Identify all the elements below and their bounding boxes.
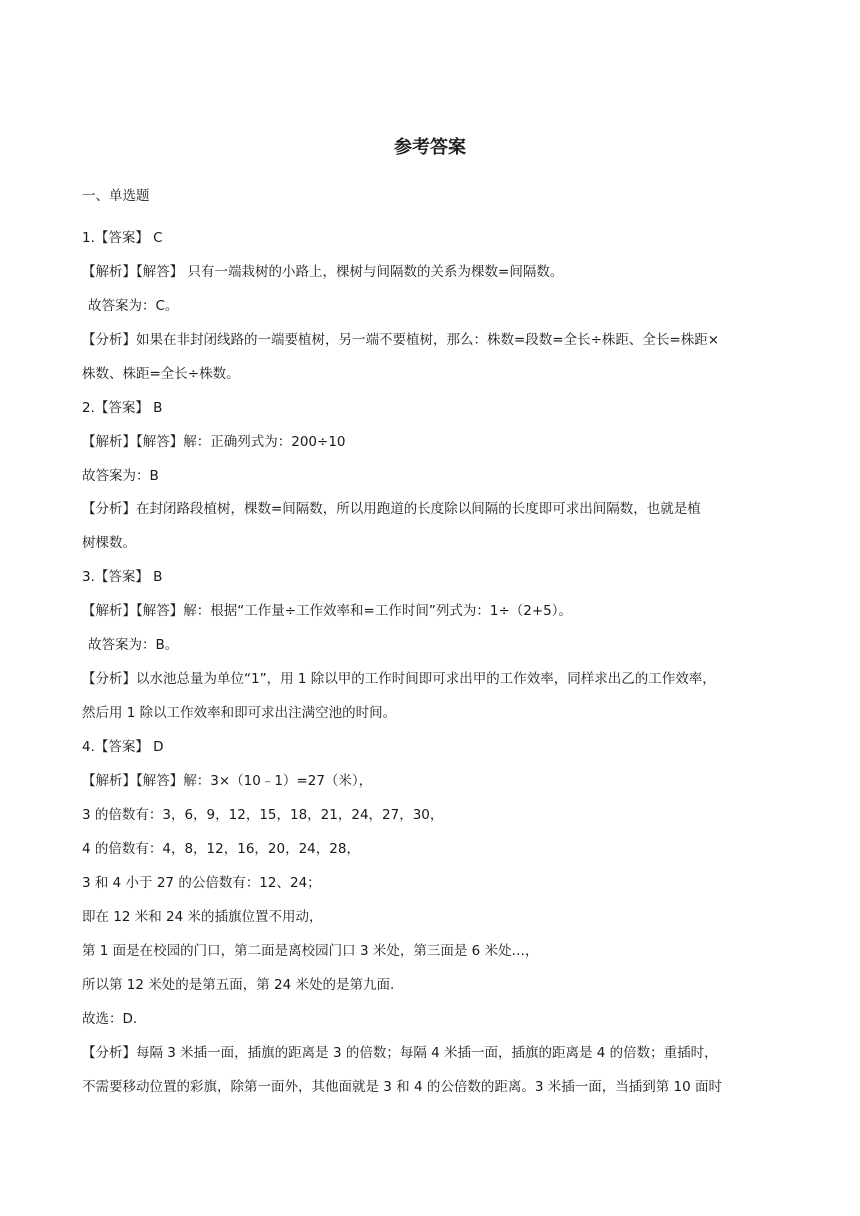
q2-note-line-2: 树棵数。	[82, 535, 136, 551]
q4-solution-line-1: 3 的倍数有：3，6，9，12，15，18，21，24，27，30，	[82, 807, 444, 823]
q1-answer: 1.【答案】 C	[82, 230, 163, 246]
q4-note-line-2: 不需要移动位置的彩旗，除第一面外，其他面就是 3 和 4 的公倍数的距离。3 米插一面，当插到第 10 面时	[82, 1079, 722, 1095]
q3-analysis: 【解析】【解答】解：根据“工作量÷工作效率和=工作时间”列式为：1÷（2+5）。	[82, 603, 573, 619]
q4-solution-line-6: 所以第 12 米处的是第五面，第 24 米处的是第九面.	[82, 977, 395, 993]
q4-note-line-1: 【分析】每隔 3 米插一面，插旗的距离是 3 的倍数；每隔 4 米插一面，插旗的距离是 4 的倍数；重插时，	[82, 1045, 718, 1061]
section-heading: 一、单选题	[82, 188, 150, 204]
q3-note-line-2: 然后用 1 除以工作效率和即可求出注满空池的时间。	[82, 705, 397, 721]
q2-analysis: 【解析】【解答】解：正确列式为：200÷10	[82, 434, 346, 450]
q4-result: 故选：D.	[82, 1011, 138, 1027]
q4-analysis: 【解析】【解答】解：3×（10﹣1）=27（米），	[82, 773, 373, 789]
page-title: 参考答案	[394, 137, 466, 158]
q1-analysis: 【解析】【解答】 只有一端栽树的小路上，棵树与间隔数的关系为棵数=间隔数。	[82, 264, 564, 280]
q4-solution-line-4: 即在 12 米和 24 米的插旗位置不用动，	[82, 909, 323, 925]
q3-answer: 3.【答案】 B	[82, 569, 163, 585]
q3-result: 故答案为：B。	[88, 637, 179, 653]
q1-result: 故答案为：C。	[88, 298, 179, 314]
q4-solution-line-5: 第 1 面是在校园的门口，第二面是离校园门口 3 米处，第三面是 6 米处…，	[82, 943, 539, 959]
q2-note-line-1: 【分析】在封闭路段植树，棵数=间隔数，所以用跑道的长度除以间隔的长度即可求出间隔数，也就是植	[82, 501, 701, 517]
q4-solution-line-2: 4 的倍数有：4，8，12，16，20，24，28，	[82, 841, 360, 857]
q3-note-line-1: 【分析】以水池总量为单位“1”，用 1 除以甲的工作时间即可求出甲的工作效率，同样求出乙的工作效率，	[82, 671, 716, 687]
q2-result: 故答案为：B	[82, 468, 159, 484]
q1-note-line-1: 【分析】如果在非封闭线路的一端要植树，另一端不要植树，那么：株数=段数=全长÷株距、全长=株距×	[82, 332, 720, 348]
q2-answer: 2.【答案】 B	[82, 400, 163, 416]
q4-answer: 4.【答案】 D	[82, 739, 164, 755]
q4-solution-line-3: 3 和 4 小于 27 的公倍数有：12、24；	[82, 875, 321, 891]
q1-note-line-2: 株数、株距=全长÷株数。	[82, 366, 240, 382]
